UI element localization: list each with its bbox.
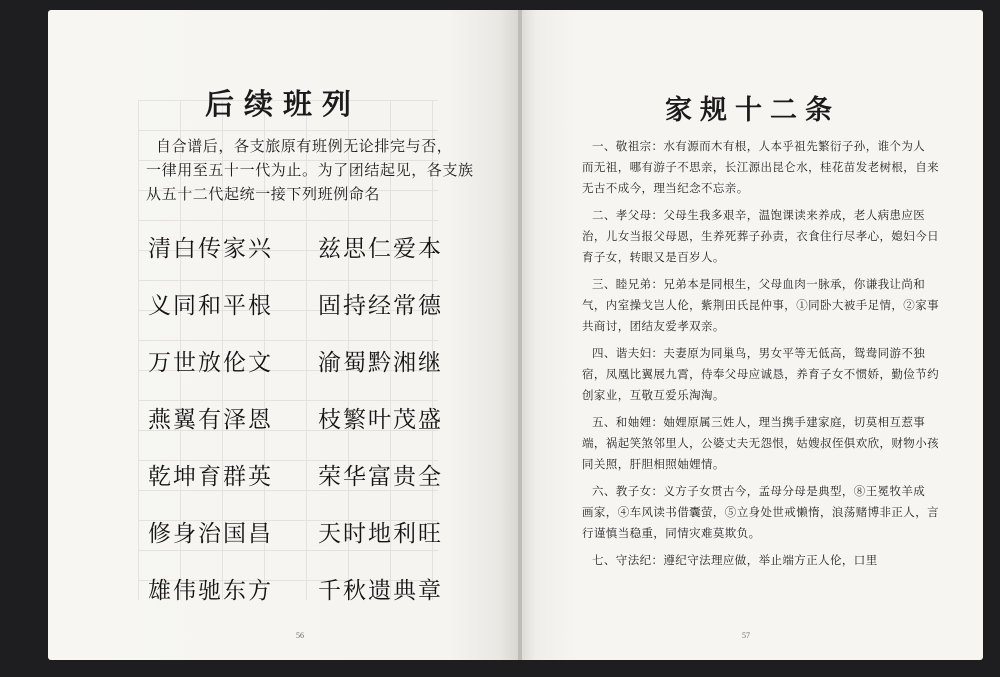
name-phrase: 燕翼有泽恩 (148, 407, 273, 433)
rule-line: 二、孝父母：父母生我多艰辛，温饱课读来养成，老人病患应医 (592, 208, 926, 222)
rule-line: 宿，凤凰比翼展九霄，侍奉父母应诚恳，养育子女不惯娇，勤俭节约 (582, 367, 939, 381)
rule-paragraph (582, 481, 952, 544)
name-phrase: 兹思仁爱本 (318, 236, 443, 262)
rule-line: 创家业，互敬互爱乐淘淘。 (582, 388, 725, 402)
page-number: 56 (296, 631, 304, 640)
intro-line: 一律用至五十一代为止。为了团结起见，各支族 (146, 161, 474, 179)
generation-name-list (148, 230, 488, 629)
rule-line: 共商讨，团结友爱孝双亲。 (582, 319, 725, 333)
intro-line: 从五十二代起统一接下列班例命名 (146, 185, 381, 203)
rule-line: 同关照，肝胆相照妯娌情。 (582, 457, 725, 471)
rule-paragraph (582, 412, 952, 475)
page-number: 57 (742, 631, 750, 640)
rule-line: 六、教子女：义方子女贯古今，孟母分母是典型，⑧王冕牧羊成 (592, 484, 926, 498)
right-page-title: 家规十二条 (665, 95, 840, 126)
name-row (148, 401, 488, 458)
right-page (522, 10, 983, 660)
name-phrase: 天时地利旺 (318, 521, 443, 547)
name-phrase: 万世放伦文 (148, 350, 273, 376)
name-phrase: 修身治国昌 (148, 521, 273, 547)
rule-paragraph (582, 136, 952, 199)
rule-line: 行谨慎当稳重，同情灾难莫欺负。 (582, 526, 761, 540)
rule-paragraph (582, 550, 952, 571)
rule-paragraph (582, 274, 952, 337)
intro-paragraph (146, 134, 476, 206)
rule-line: 五、和妯娌：妯娌原属三姓人，理当携手建家庭，切莫相互惹事 (592, 415, 926, 429)
name-phrase: 雄伟驰东方 (148, 578, 273, 604)
name-phrase: 清白传家兴 (148, 236, 273, 262)
rule-line: 三、睦兄弟：兄弟本是同根生，父母血肉一脉承，你谦我让尚和 (592, 277, 926, 291)
name-phrase: 固持经常德 (318, 293, 443, 319)
name-row (148, 344, 488, 401)
book-spread (48, 10, 983, 660)
family-rules (582, 136, 952, 577)
rule-line: 一、敬祖宗：水有源而木有根，人本乎祖先繁衍子孙，谁个为人 (592, 139, 926, 153)
name-phrase: 义同和平根 (148, 293, 273, 319)
intro-line: 自合谱后，各支旅原有班例无论排完与否， (156, 137, 453, 155)
name-row (148, 458, 488, 515)
name-phrase: 乾坤育群英 (148, 464, 273, 490)
name-phrase: 千秋遗典章 (318, 578, 443, 604)
name-row (148, 572, 488, 629)
name-phrase: 荣华富贵全 (318, 464, 443, 490)
rule-line: 画家，④车风读书借囊萤，⑤立身处世戒懒惰，浪荡赌博非正人，言 (582, 505, 939, 519)
name-row (148, 515, 488, 572)
name-row (148, 287, 488, 344)
rule-line: 治，儿女当报父母恩，生养死葬子孙责，衣食住行尽孝心，媳妇今日 (582, 229, 939, 243)
left-page-title: 后续班列 (204, 87, 361, 121)
name-phrase: 渝蜀黔湘继 (318, 350, 443, 376)
name-phrase: 枝繁叶茂盛 (318, 407, 443, 433)
rule-line: 育子女，转眼又是百岁人。 (582, 250, 725, 264)
rule-line: 无古不成今，理当纪念不忘亲。 (582, 181, 749, 195)
rule-paragraph (582, 343, 952, 406)
rule-line: 端，祸起笑煞邻里人，公婆丈夫无怨恨，姑嫂叔侄俱欢欣，财物小孩 (582, 436, 939, 450)
left-page (48, 10, 518, 660)
name-row (148, 230, 488, 287)
rule-line: 七、守法纪：遵纪守法理应做，举止端方正人伦，口里 (592, 553, 878, 567)
rule-line: 而无祖，哪有游子不思亲，长江源出昆仑水，桂花苗发老树根，自来 (582, 160, 939, 174)
rule-line: 气，内室操戈岂人伦，紫荆田氏昆仲事，①同卧大被手足情，②家事 (582, 298, 939, 312)
rule-line: 四、谐夫妇：夫妻原为同巢鸟，男女平等无低高，鸳鸯同游不独 (592, 346, 926, 360)
rule-paragraph (582, 205, 952, 268)
